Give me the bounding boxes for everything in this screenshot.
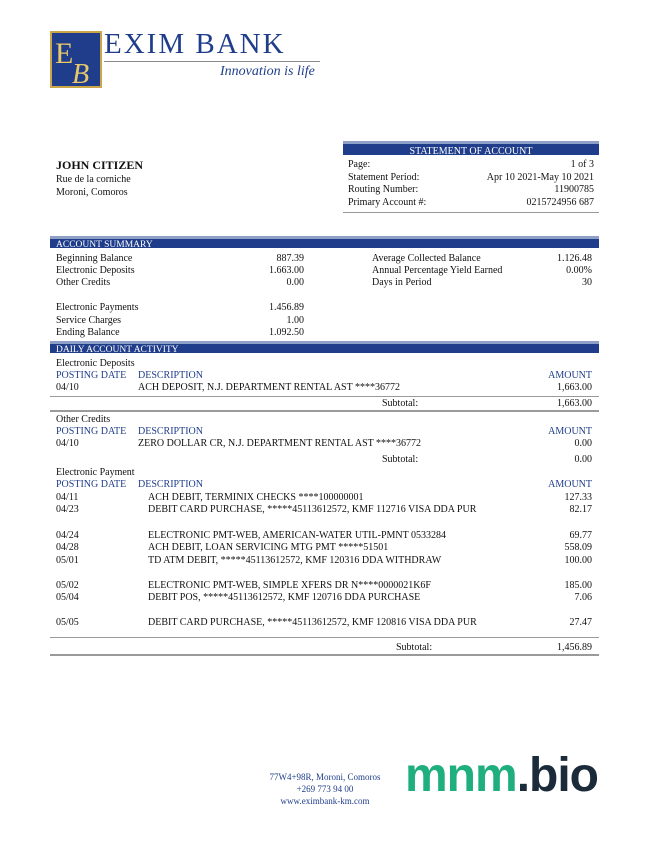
bank-name: EXIM BANK xyxy=(104,28,286,60)
divider xyxy=(343,212,599,213)
divider xyxy=(50,410,599,412)
column-header-description: DESCRIPTION xyxy=(138,479,204,490)
summary-value: 887.39 xyxy=(276,253,304,264)
summary-label: Beginning Balance xyxy=(56,253,133,264)
txn-date: 04/24 xyxy=(56,530,79,541)
summary-label: Electronic Payments xyxy=(56,302,139,313)
summary-label: Average Collected Balance xyxy=(372,253,481,264)
statement-title: STATEMENT OF ACCOUNT xyxy=(343,141,599,155)
summary-value: 1.456.89 xyxy=(269,302,304,313)
statement-label: Page: xyxy=(348,159,371,170)
txn-amount: 0.00 xyxy=(574,438,592,449)
column-header-date: POSTING DATE xyxy=(56,426,127,437)
subtotal-label: Subtotal: xyxy=(396,642,433,653)
txn-date: 04/10 xyxy=(56,382,79,393)
statement-row xyxy=(348,197,594,208)
column-header-date: POSTING DATE xyxy=(56,370,127,381)
subtotal-value: 0.00 xyxy=(574,454,592,465)
column-header-date: POSTING DATE xyxy=(56,479,127,490)
txn-description: ACH DEPOSIT, N.J. DEPARTMENT RENTAL AST ****36772 xyxy=(138,382,401,393)
summary-value: 0.00 xyxy=(286,277,304,288)
txn-description: DEBIT CARD PURCHASE, *****45113612572, KMF 112716 VISA DDA PUR xyxy=(148,504,477,515)
statement-value: 1 of 3 xyxy=(570,159,594,170)
watermark-logo xyxy=(405,749,598,802)
txn-description: ACH DEBIT, TERMINIX CHECKS ****100000001 xyxy=(148,492,364,503)
statement-label: Statement Period: xyxy=(348,172,420,183)
txn-description: ACH DEBIT, LOAN SERVICING MTG PMT *****51501 xyxy=(148,542,389,553)
column-header-amount: AMOUNT xyxy=(548,479,592,490)
svg-text:B: B xyxy=(72,59,90,86)
divider xyxy=(50,637,599,638)
txn-date: 04/28 xyxy=(56,542,79,553)
column-header-amount: AMOUNT xyxy=(548,370,592,381)
subtotal-value: 1,456.89 xyxy=(557,642,592,653)
summary-value: 0.00% xyxy=(566,265,592,276)
bank-logo xyxy=(50,31,102,88)
txn-description: DEBIT CARD PURCHASE, *****45113612572, KMF 120816 VISA DDA PUR xyxy=(148,617,477,628)
summary-value: 1.092.50 xyxy=(269,327,304,338)
account-summary-header: ACCOUNT SUMMARY xyxy=(50,236,599,248)
subtotal-label: Subtotal: xyxy=(382,454,419,465)
summary-value: 1.00 xyxy=(286,315,304,326)
txn-date: 05/05 xyxy=(56,617,79,628)
svg-text:E: E xyxy=(55,37,74,70)
section-title: Other Credits xyxy=(56,414,111,425)
summary-label: Annual Percentage Yield Earned xyxy=(372,265,503,276)
txn-date: 04/23 xyxy=(56,504,79,515)
watermark-part2: .bio xyxy=(516,749,598,802)
column-header-description: DESCRIPTION xyxy=(138,426,204,437)
summary-label: Electronic Deposits xyxy=(56,265,135,276)
section-title: Electronic Deposits xyxy=(56,358,135,369)
txn-amount: 558.09 xyxy=(564,542,592,553)
summary-value: 1.663.00 xyxy=(269,265,304,276)
txn-date: 05/02 xyxy=(56,580,79,591)
divider xyxy=(104,61,320,62)
footer-address: 77W4+98R, Moroni, Comoros xyxy=(269,772,381,782)
txn-amount: 127.33 xyxy=(564,492,592,503)
column-header-amount: AMOUNT xyxy=(548,426,592,437)
txn-date: 05/01 xyxy=(56,555,79,566)
txn-date: 04/10 xyxy=(56,438,79,449)
statement-value: 0215724956 687 xyxy=(526,197,594,208)
txn-amount: 1,663.00 xyxy=(557,382,592,393)
txn-date: 04/11 xyxy=(56,492,79,503)
section-title: Electronic Payment xyxy=(56,467,135,478)
txn-amount: 69.77 xyxy=(569,530,592,541)
summary-label: Days in Period xyxy=(372,277,432,288)
txn-description: ZERO DOLLAR CR, N.J. DEPARTMENT RENTAL AST ****36772 xyxy=(138,438,422,449)
txn-description: DEBIT POS, *****45113612572, KMF 120716 DDA PURCHASE xyxy=(148,592,421,603)
statement-row xyxy=(348,172,594,183)
footer-website[interactable]: www.eximbank-km.com xyxy=(280,796,370,806)
eb-monogram-icon xyxy=(52,33,100,86)
statement-row xyxy=(348,184,594,195)
divider xyxy=(50,396,599,397)
customer-name: JOHN CITIZEN xyxy=(56,158,144,172)
summary-value: 30 xyxy=(582,277,592,288)
statement-row xyxy=(348,159,594,170)
daily-activity-header: DAILY ACCOUNT ACTIVITY xyxy=(50,341,599,353)
bank-tagline: Innovation is life xyxy=(220,64,315,79)
txn-description: ELECTRONIC PMT-WEB, SIMPLE XFERS DR N****0000021K6F xyxy=(148,580,431,591)
divider xyxy=(50,654,599,656)
summary-label: Other Credits xyxy=(56,277,111,288)
subtotal-label: Subtotal: xyxy=(382,398,419,409)
txn-amount: 82.17 xyxy=(569,504,592,515)
column-header-description: DESCRIPTION xyxy=(138,370,204,381)
watermark-part1: mnm xyxy=(405,749,517,802)
txn-description: ELECTRONIC PMT-WEB, AMERICAN-WATER UTIL-PMNT 0533284 xyxy=(148,530,447,541)
statement-label: Routing Number: xyxy=(348,184,419,195)
txn-amount: 27.47 xyxy=(569,617,592,628)
summary-label: Ending Balance xyxy=(56,327,120,338)
statement-value: Apr 10 2021-May 10 2021 xyxy=(486,172,594,183)
customer-address-line1: Rue de la corniche xyxy=(56,174,131,185)
txn-description: TD ATM DEBIT, *****45113612572, KMF 120316 DDA WITHDRAW xyxy=(148,555,442,566)
subtotal-value: 1,663.00 xyxy=(557,398,592,409)
txn-date: 05/04 xyxy=(56,592,79,603)
statement-value: 11900785 xyxy=(554,184,594,195)
footer-phone: +269 773 94 00 xyxy=(296,784,354,794)
statement-label: Primary Account #: xyxy=(348,197,427,208)
customer-address-line2: Moroni, Comoros xyxy=(56,187,128,198)
txn-amount: 7.06 xyxy=(574,592,592,603)
summary-label: Service Charges xyxy=(56,315,122,326)
txn-amount: 185.00 xyxy=(564,580,592,591)
txn-amount: 100.00 xyxy=(564,555,592,566)
summary-value: 1.126.48 xyxy=(557,253,592,264)
